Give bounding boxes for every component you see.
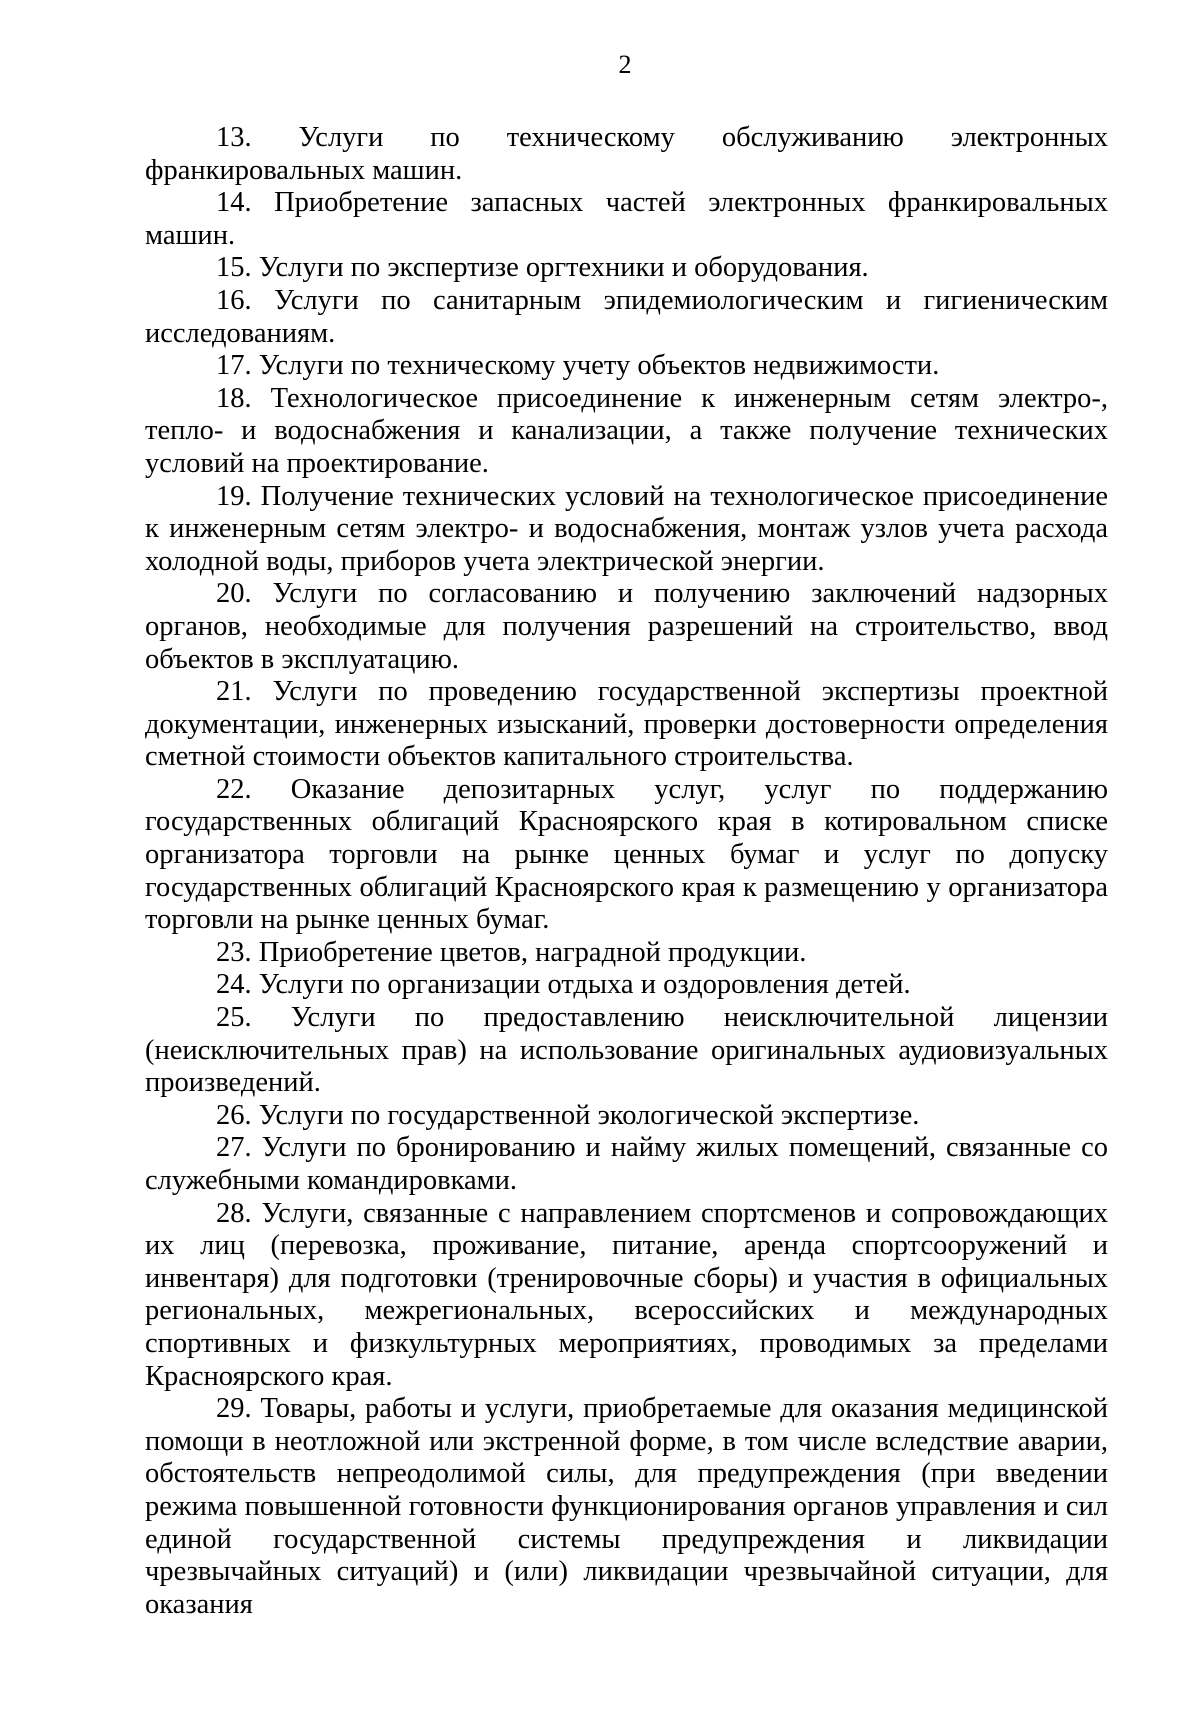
list-item: 23. Приобретение цветов, наградной продукции. bbox=[216, 936, 807, 968]
list-item: 25. Услуги по предоставлению неисключительной лицензии (неисключительных прав) на использование оригинальных аудиовизуальных произведений. bbox=[145, 1002, 1108, 1099]
list-item: 24. Услуги по организации отдыха и оздоровления детей. bbox=[216, 969, 911, 1001]
list-item: 14. Приобретение запасных частей электронных франкировальных машин. bbox=[145, 187, 1108, 251]
document-body bbox=[145, 122, 1108, 1621]
list-item: 29. Товары, работы и услуги, приобретаемые для оказания медицинской помощи в неотложной или экстренной форме, в том числе вследствие аварии, обстоятельств непреодолимой силы, для предупреждения (при введении режима повышенной готовности функционирования органов управления и сил единой государственной системы предупреждения и ликвидации чрезвычайных ситуаций) и (или) ликвидации чрезвычайной ситуации, для оказания bbox=[145, 1393, 1108, 1620]
list-item: 19. Получение технических условий на технологическое присоединение к инженерным сетям электро- и водоснабжения, монтаж узлов учета расхода холодной воды, приборов учета электрической энергии. bbox=[145, 480, 1108, 577]
list-item: 22. Оказание депозитарных услуг, услуг по поддержанию государственных облигаций Красноярского края в котировальном списке организатора торговли на рынке ценных бумаг и услуг по допуску государственных облигаций Красноярского края к размещению у организатора торговли на рынке ценных бумаг. bbox=[145, 773, 1108, 936]
list-item: 15. Услуги по экспертизе оргтехники и оборудования. bbox=[216, 252, 869, 284]
list-item: 27. Услуги по бронированию и найму жилых помещений, связанные со служебными командировками. bbox=[145, 1132, 1108, 1196]
list-item: 13. Услуги по техническому обслуживанию электронных франкировальных машин. bbox=[145, 122, 1108, 186]
list-item: 18. Технологическое присоединение к инженерным сетям электро-, тепло- и водоснабжения и канализации, а также получение технических условий на проектирование. bbox=[145, 382, 1108, 479]
list-item: 28. Услуги, связанные с направлением спортсменов и сопровождающих их лиц (перевозка, проживание, питание, аренда спортсооружений и инвентаря) для подготовки (тренировочные сборы) и участия в официальных региональных, межрегиональных, всероссийских и международных спортивных и физкультурных мероприятиях, проводимых за пределами Красноярского края. bbox=[145, 1197, 1108, 1392]
list-item: 20. Услуги по согласованию и получению заключений надзорных органов, необходимые для получения разрешений на строительство, ввод объектов в эксплуатацию. bbox=[145, 578, 1108, 675]
page-number: 2 bbox=[618, 50, 632, 79]
list-item: 21. Услуги по проведению государственной экспертизы проектной документации, инженерных изысканий, проверки достоверности определения сметной стоимости объектов капитального строительства. bbox=[145, 676, 1108, 773]
list-item: 16. Услуги по санитарным эпидемиологическим и гигиеническим исследованиям. bbox=[145, 284, 1108, 349]
list-item: 17. Услуги по техническому учету объектов недвижимости. bbox=[216, 350, 940, 382]
list-item: 26. Услуги по государственной экологической экспертизе. bbox=[216, 1099, 920, 1131]
